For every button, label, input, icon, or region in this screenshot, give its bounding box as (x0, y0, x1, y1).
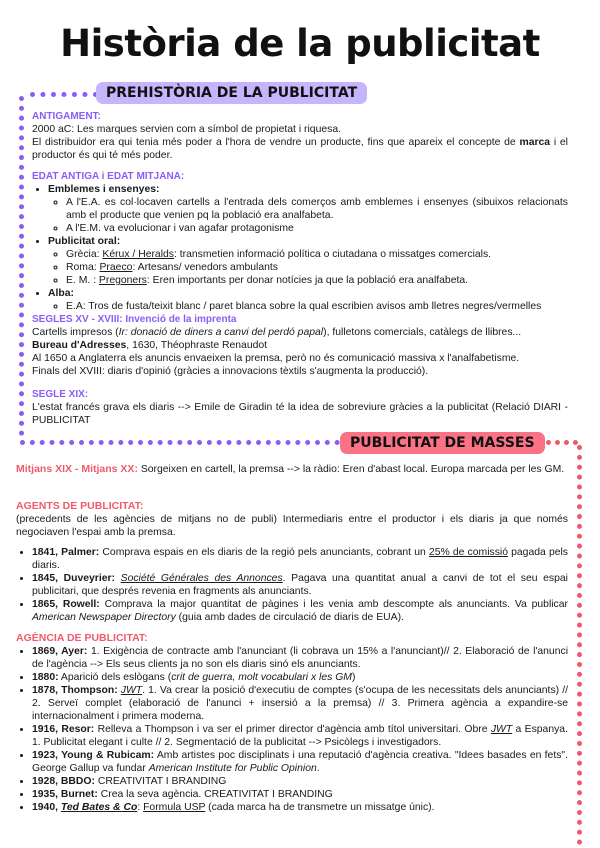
agencia-block (16, 632, 568, 814)
list-item: • Emblemes i ensenyes: ◦ A l'E.A. es col·locaven cartells a l'entrada dels comerços amb emblemes i ensenyes (sibuixos relacionats amb el producte que venien pq la població era analfabeta. ◦ A l'E.M. va evolucionar i van agafar protagonisme (48, 183, 568, 235)
list (32, 183, 568, 313)
paragraph: Bureau d'Adresses, 1630, Théophraste Renaudot (32, 340, 268, 351)
list-item: • 1940, Ted Bates & Co: Formula USP (cada marca ha de transmetre un missatge únic). (32, 801, 568, 814)
paragraph: Finals del XVIII: diaris d'opinió (gràcies a innovacions tèxtils s'augmenta la producció). (32, 366, 429, 377)
page-title: Història de la publicitat (60, 22, 540, 65)
list-item: ◦ Roma: Praeco: Artesans/ venedors ambulants (66, 261, 568, 274)
divider (577, 445, 582, 845)
section-heading: AGENTS DE PUBLICITAT: (16, 500, 144, 512)
list-item: • Alba: ◦ E.A: Tros de fusta/teixit blanc / paret blanca sobre la qual escribien avisos amb lletres negres/vermelles (48, 287, 568, 313)
paragraph: 2000 aC: Les marques servien com a símbol de propietat i riquesa. (32, 124, 341, 135)
section-heading: AGÈNCIA DE PUBLICITAT: (16, 632, 148, 644)
xix-block (32, 388, 568, 427)
agents-block (16, 500, 568, 624)
paragraph: El distribuidor era qui tenia més poder a l'hora de vendre un producte, fins que apareix el concepte de marca i el productor és qui té més poder. (32, 137, 568, 161)
list-item: • 1845, Duveyrier: Société Générales des Annonces. Pagava una quantitat anual a canvi de tot el seu espai publicitari, que després revenia en fragments als anunciants. (32, 572, 568, 598)
list-item: • Publicitat oral: ◦ Grècia: Kérux / Heralds: transmetien informació política o ciutadana o missatges comercials. ◦ Roma: Praeco: Artesans/ venedors ambulants ◦ E. M. : Pregoners: Eren importants per donar notícies ja que la població era analfabeta. (48, 235, 568, 287)
segles-block (32, 313, 568, 378)
list-item: • 1935, Burnet: Crea la seva agència. CREATIVITAT I BRANDING (32, 788, 568, 801)
section-heading: SEGLE XIX: (32, 389, 89, 400)
list-item: ◦ E.A: Tros de fusta/teixit blanc / paret blanca sobre la qual escribien avisos amb lletres negres/vermelles (66, 300, 568, 313)
section-heading: ANTIGAMENT: (32, 111, 101, 122)
divider (20, 440, 340, 445)
paragraph: Cartells impresos (Ir: donació de diners a canvi del perdó papal), fulletons comercials, catàlegs de llibres... (32, 327, 522, 338)
paragraph: Al 1650 a Anglaterra els anuncis envaeixen la premsa, però no és comunicació massiva x l'analfabetisme. (32, 353, 520, 364)
list-item: • 1928, BBDO: CREATIVITAT I BRANDING (32, 775, 568, 788)
paragraph: L'estat francés grava els diaris --> Emile de Giradin té la idea de sobreviure gràcies a la publicitat (Relació DIARI - PUBLICITAT (32, 402, 568, 426)
edat-block (32, 170, 568, 313)
list-item: • 1869, Ayer: 1. Exigència de contracte amb l'anunciant (li cobrava un 15% a l'anunciant)// 2. Elaboració de l'anunci de l'agència --> Els seus clients ja no son els diaris sinó els anunciants. (32, 645, 568, 671)
antigament-block (32, 110, 568, 162)
section-label-prehistoria: PREHISTÒRIA DE LA PUBLICITAT (96, 82, 367, 104)
list-item: • 1865, Rowell: Comprava la major quantitat de pàgines i les venia amb descompte als anunciants. Va publicar American Newspaper Directory (guia amb dades de circulació de diaris de EUA). (32, 598, 568, 624)
list-item: ◦ Grècia: Kérux / Heralds: transmetien informació política o ciutadana o missatges comercials. (66, 248, 568, 261)
divider (30, 92, 98, 97)
list-item: • 1878, Thompson: JWT. 1. Va crear la posició d'executiu de comptes (s'ocupa de les necessitats dels anunciants) // 2. Serveï complet (elaboració de l'anunci + insersió a la premsa) // 3. Primera agència a expandire-se internacionalment i primera moderna. (32, 684, 568, 723)
section-heading: EDAT ANTIGA i EDAT MITJANA: (32, 171, 185, 182)
section-label-masses: PUBLICITAT DE MASSES (340, 432, 545, 454)
list-item: • 1841, Palmer: Comprava espais en els diaris de la regió pels anunciants, cobrant un 25% de comissió pagada pels diaris. (32, 546, 568, 572)
mitjans-block: Mitjans XIX - Mitjans XX: Sorgeixen en cartell, la premsa --> la ràdio: Eren d'abast local. Europa marcada per les GM. (16, 463, 565, 475)
divider (19, 96, 24, 436)
list (16, 546, 568, 624)
list-item: • 1916, Resor: Relleva a Thompson i va ser el primer director d'agència amb títol universitari. Obre JWT a Espanya. 1. Publicitat elegant i culte // 2. Segmentació de la publicitat --> Psicòlegs i investigadors. (32, 723, 568, 749)
list-item: ◦ A l'E.M. va evolucionar i van agafar protagonisme (66, 222, 568, 235)
list-item: ◦ A l'E.A. es col·locaven cartells a l'entrada dels comerços amb emblemes i ensenyes (sibuixos relacionats amb el producte que venien pq la població era analfabeta. (66, 196, 568, 222)
list-item: ◦ E. M. : Pregoners: Eren importants per donar notícies ja que la població era analfabeta. (66, 274, 568, 287)
paragraph: (precedents de les agències de mitjans no de publi) Intermediaris entre el productor i els diaris ja que només negociaven l'espai amb la premsa. (16, 514, 568, 538)
list-item: • 1880: Aparició dels eslògans (crit de guerra, molt vocabulari x les GM) (32, 671, 568, 684)
section-heading: SEGLES XV - XVIII: Invenció de la imprenta (32, 314, 237, 325)
list (16, 645, 568, 814)
list-item: • 1923, Young & Rubicam: Amb artistes poc disciplinats i una reputació d'agència creativa. "Idees basades en fets". George Gallup va fundar American Institute for Public Opinion. (32, 749, 568, 775)
